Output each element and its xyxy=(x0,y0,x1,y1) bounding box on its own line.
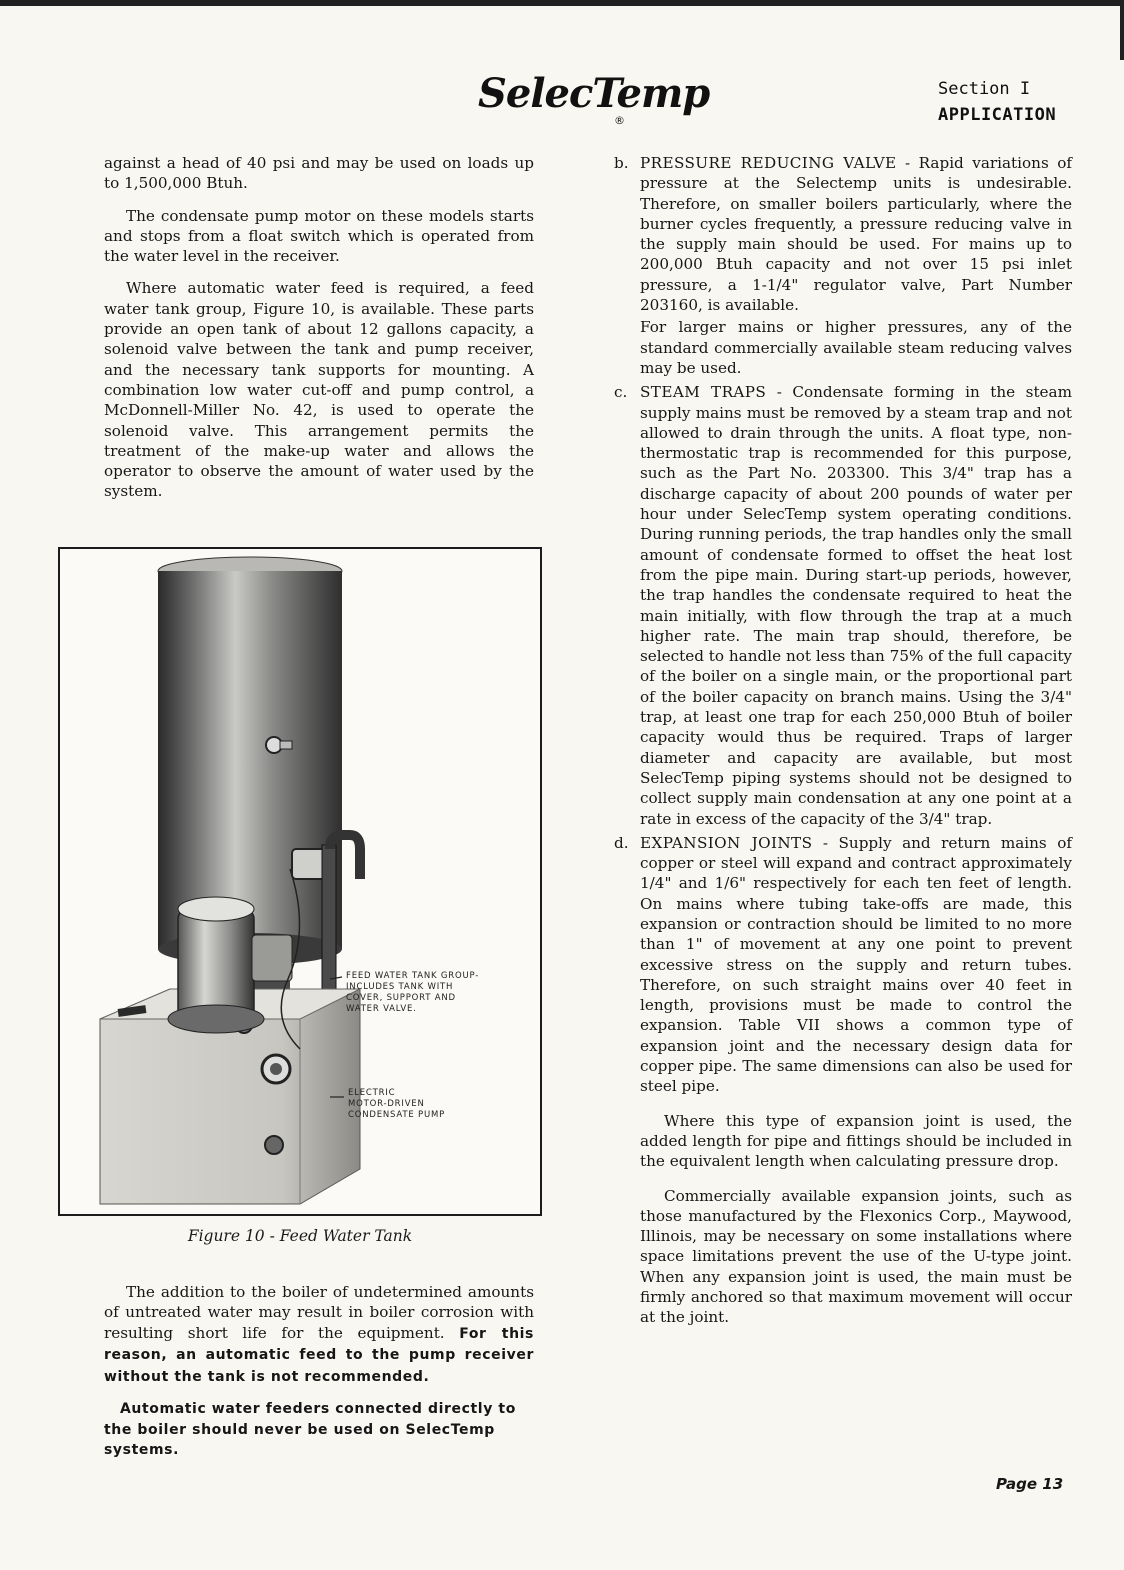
list-letter: b. xyxy=(614,154,629,172)
paragraph xyxy=(104,1282,534,1387)
figure-caption: Figure 10 - Feed Water Tank xyxy=(187,1227,413,1245)
callout-feed-water-tank-group: FEED WATER TANK GROUP- INCLUDES TANK WITH COVER, SUPPORT AND WATER VALVE. xyxy=(346,971,480,1014)
callout-condensate-pump: ELECTRIC MOTOR-DRIVEN CONDENSATE PUMP xyxy=(348,1088,446,1120)
left-column xyxy=(104,153,534,502)
paragraph: The condensate pump motor on these models starts and stops from a float switch which is operated from the water level in the receiver. xyxy=(104,206,534,266)
figure-feed-water-tank xyxy=(58,547,542,1216)
warning-paragraph: Automatic water feeders connected directly to the boiler should never be used on SelecTemp systems. xyxy=(104,1401,516,1459)
emphasis-text: For this reason, an automatic feed to the pump receiver without the tank is not recommended. xyxy=(104,1325,534,1385)
list-heading: STEAM TRAPS xyxy=(640,383,767,402)
section-number: Section I xyxy=(938,79,1031,99)
page-top-edge xyxy=(0,0,1124,6)
list-text: - Supply and return mains of copper or steel will expand and contract approximately 1/4" and 1/6" respectively for each ten feet of length. On mains where tubing take-offs are made, this expansion or contraction should be limited to no more than 1" of movement at any one point to prevent excessive stress on the supply and return tubes. Therefore, on such straight mains over 40 feet in length, provisions must be made to control the expansion. Table VII shows a common type of expansion joint and the necessary design data for copper pipe. The same dimensions can also be used for steel pipe. xyxy=(640,833,1072,1096)
list-letter: d. xyxy=(614,833,629,852)
list-subparagraph: For larger mains or higher pressures, any of the standard commercially available steam reducing valves may be used. xyxy=(640,318,1072,377)
selectemp-logo xyxy=(478,70,710,130)
section-label xyxy=(938,76,1056,128)
section-title: APPLICATION xyxy=(938,105,1057,125)
page-right-edge xyxy=(1120,0,1124,60)
list-heading: EXPANSION JOINTS xyxy=(640,833,813,852)
feed-water-tank-illustration xyxy=(60,549,540,1214)
list-letter: c. xyxy=(614,383,628,402)
list-item-pressure-reducing-valve xyxy=(614,153,1072,378)
paragraph-text: The addition to the boiler of undetermined amounts of untreated water may result in boiler corrosion with resulting short life for the equipment. xyxy=(104,1283,534,1342)
list-heading: PRESSURE REDUCING VALVE xyxy=(640,154,897,172)
list-item-expansion-joints xyxy=(614,833,1072,1097)
paragraph: Where this type of expansion joint is used, the added length for pipe and fittings should be included in the equivalent length when calculating pressure drop. xyxy=(640,1111,1072,1171)
list-text: - Rapid variations of pressure at the Selectemp units is undesirable. Therefore, on smaller boilers particularly, where the burner cycles frequently, a pressure reducing valve in the supply main should be used. For mains up to 200,000 Btuh capacity and not over 15 psi inlet pressure, a 1-1/4" regulator valve, Part Number 203160, is available. xyxy=(640,154,1072,315)
page-number: Page 13 xyxy=(996,1475,1064,1493)
list-item-steam-traps xyxy=(614,382,1072,829)
lower-left-text xyxy=(104,1282,534,1461)
paragraph: Commercially available expansion joints, such as those manufactured by the Flexonics Corp., Maywood, Illinois, may be necessary on some installations where space limitations prevent the use of the U-type joint. When any expansion joint is used, the main must be firmly anchored so that maximum movement will occur at the joint. xyxy=(640,1186,1072,1327)
paragraph: against a head of 40 psi and may be used on loads up to 1,500,000 Btuh. xyxy=(104,154,534,193)
registered-mark: ® xyxy=(614,114,625,127)
right-column xyxy=(614,153,1072,1328)
logo-text: SelecTemp xyxy=(478,70,710,117)
list-text: - Condensate forming in the steam supply mains must be removed by a steam trap and not allowed to drain through the units. A float type, non-thermostatic trap is recommended for this purpose, such as the Part No. 203300. This 3/4" trap has a discharge capacity of about 200 pounds of water per hour under SelecTemp system operating conditions. During running periods, the trap handles only the small amount of condensate formed to offset the heat lost from the pipe main. During start-up periods, however, the trap handles the condensate required to heat the main initially, with flow through the trap at a much higher rate. The main trap should, therefore, be selected to handle not less than 75% of the full capacity of the boiler on a single main, or the proportional part of the boiler capacity on branch mains. Using the 3/4" trap, at least one trap for each 250,000 Btuh of boiler capacity would thus be required. Traps of larger diameter and capacity are available, but most SelecTemp piping systems should not be designed to collect supply main condensation at any one point at a rate in excess of the capacity of the 3/4" trap. xyxy=(640,383,1072,828)
paragraph: Where automatic water feed is required, a feed water tank group, Figure 10, is available. These parts provide an open tank of about 12 gallons capacity, a solenoid valve between the tank and pump receiver, and the necessary tank supports for mounting. A combination low water cut-off and pump control, a McDonnell-Miller No. 42, is used to operate the solenoid valve. This arrangement permits the treatment of the make-up water and allows the operator to observe the amount of water used by the system. xyxy=(104,279,534,501)
